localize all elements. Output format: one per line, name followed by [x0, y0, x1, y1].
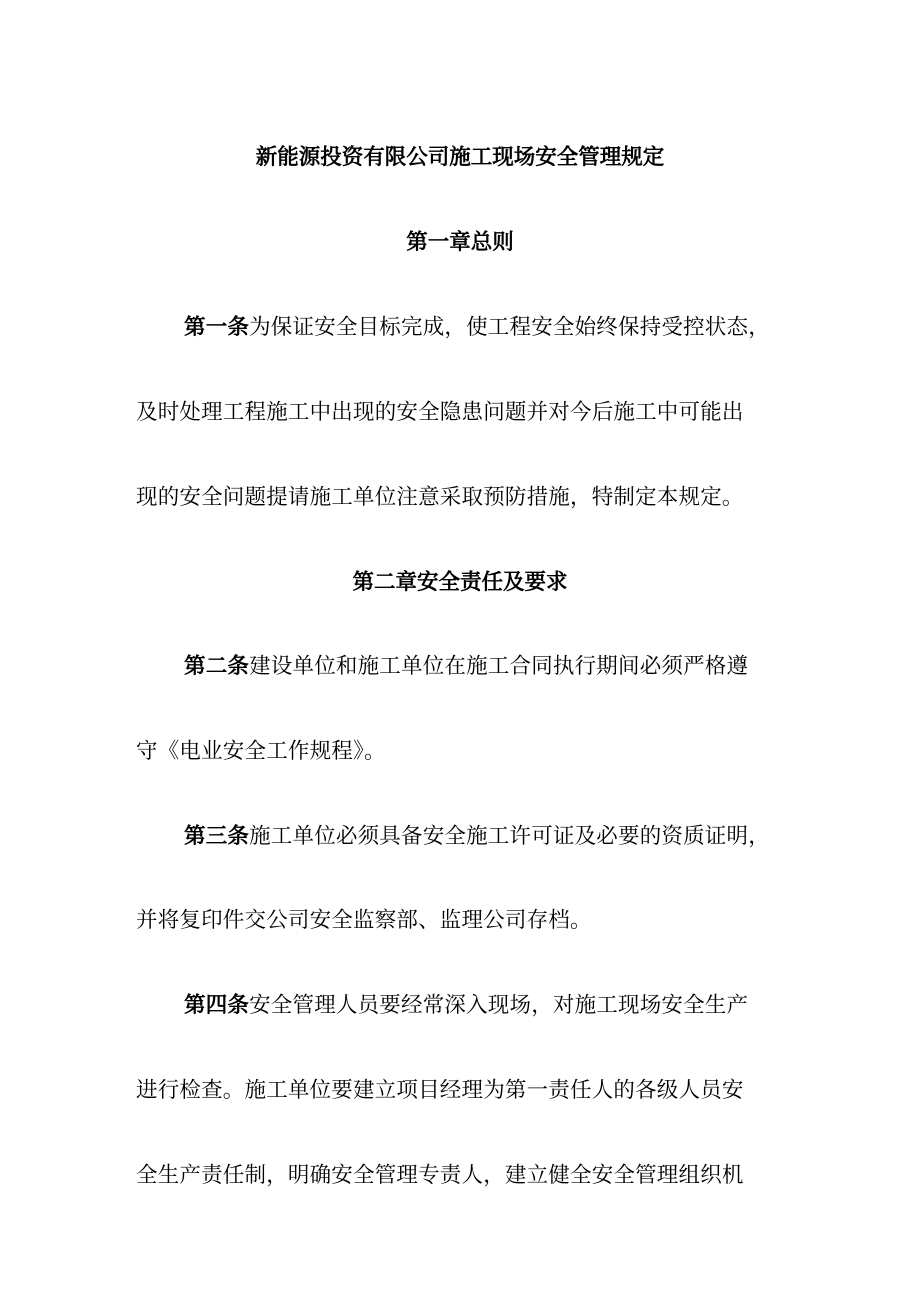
- article-2-number: 第二条: [184, 654, 250, 679]
- article-2-line-1: [184, 652, 804, 682]
- article-2-text: 建设单位和施工单位在施工合同执行期间必须严格遵: [249, 654, 749, 679]
- article-1-text: 为保证安全目标完成，使工程安全始终保持受控状态，: [249, 315, 770, 340]
- article-3-line-2: 并将复印件交公司安全监察部、监理公司存档。: [136, 908, 592, 933]
- article-1-line-2: 及时处理工程施工中出现的安全隐患问题并对今后施工中可能出: [136, 400, 744, 425]
- article-3-line-1: [184, 822, 804, 852]
- article-1-line-3: 现的安全问题提请施工单位注意采取预防措施，特制定本规定。: [136, 485, 744, 510]
- article-4-line-2: 进行检查。施工单位要建立项目经理为第一责任人的各级人员安: [136, 1078, 744, 1103]
- article-4-number: 第四条: [184, 993, 250, 1018]
- article-4-line-3: 全生产责任制，明确安全管理专责人，建立健全安全管理组织机: [136, 1163, 744, 1188]
- chapter-1-heading: 第一章总则: [406, 230, 514, 255]
- article-4-text: 安全管理人员要经常深入现场，对施工现场安全生产: [249, 993, 749, 1018]
- article-1-number: 第一条: [184, 315, 250, 340]
- article-3-number: 第三条: [184, 824, 250, 849]
- article-1-line-1: [184, 313, 804, 343]
- article-3-text: 施工单位必须具备安全施工许可证及必要的资质证明，: [249, 824, 770, 849]
- chapter-2-heading: 第二章安全责任及要求: [352, 570, 568, 595]
- document-title: 新能源投资有限公司施工现场安全管理规定: [255, 145, 665, 170]
- article-2-line-2: 守《电业安全工作规程》。: [136, 739, 386, 764]
- article-4-line-1: [184, 991, 804, 1021]
